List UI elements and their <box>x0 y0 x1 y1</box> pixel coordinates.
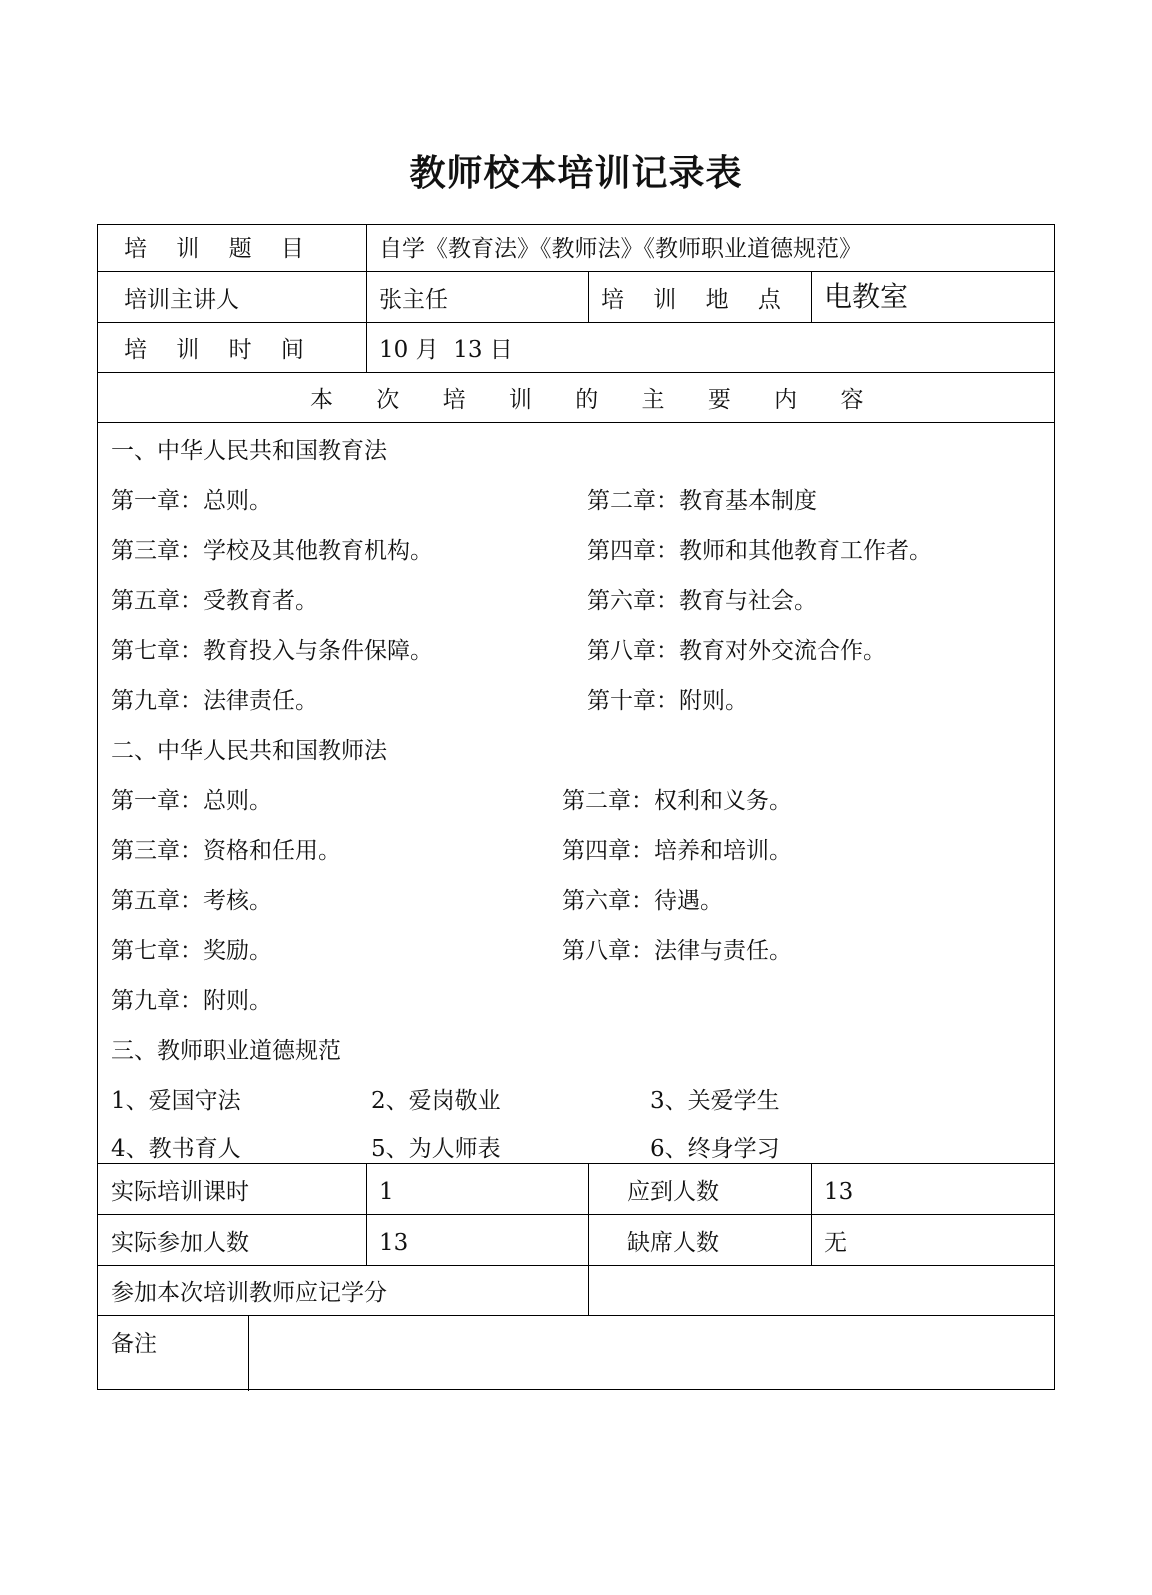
ethics-item: 6、终身学习 <box>650 1136 780 1162</box>
chapter-item: 第六章：教育与社会。 <box>587 588 817 614</box>
column-divider <box>588 1163 589 1315</box>
column-divider <box>366 1163 367 1265</box>
column-divider <box>811 1163 812 1265</box>
speaker-value: 张主任 <box>379 287 448 313</box>
chapter-item: 第七章：教育投入与条件保障。 <box>111 638 433 664</box>
chapter-item: 第七章：奖励。 <box>111 938 272 964</box>
location-label: 培 训 地 点 <box>601 287 792 313</box>
attended-value: 13 <box>379 1230 409 1256</box>
chapter-item: 第二章：权利和义务。 <box>562 788 792 814</box>
chapter-item: 第八章：教育对外交流合作。 <box>587 638 886 664</box>
page-title: 教师校本培训记录表 <box>409 152 743 194</box>
chapter-item: 第九章：法律责任。 <box>111 688 318 714</box>
chapter-item: 第二章：教育基本制度 <box>587 488 817 514</box>
remarks-label: 备注 <box>111 1331 157 1357</box>
ethics-item: 4、教书育人 <box>111 1136 241 1162</box>
credits-label: 参加本次培训教师应记学分 <box>111 1280 387 1306</box>
chapter-item: 第四章：教师和其他教育工作者。 <box>587 538 932 564</box>
row-divider <box>98 322 1054 323</box>
topic-label: 培 训 题 目 <box>124 236 315 262</box>
time-value: 10 月 13 日 <box>379 337 513 363</box>
section-title: 二、中华人民共和国教师法 <box>111 738 387 764</box>
expected-value: 13 <box>824 1179 854 1205</box>
column-divider <box>811 271 812 322</box>
ethics-item: 5、为人师表 <box>371 1136 501 1162</box>
hours-value: 1 <box>379 1179 394 1205</box>
ethics-item: 3、关爱学生 <box>650 1088 780 1114</box>
row-divider <box>98 422 1054 423</box>
chapter-item: 第三章：学校及其他教育机构。 <box>111 538 433 564</box>
chapter-item: 第十章：附则。 <box>587 688 748 714</box>
ethics-item: 1、爱国守法 <box>111 1088 241 1114</box>
row-divider <box>98 1265 1054 1266</box>
content-header: 本 次 培 训 的 主 要 内 容 <box>310 387 882 413</box>
row-divider <box>98 1315 1054 1316</box>
chapter-item: 第一章：总则。 <box>111 788 272 814</box>
topic-value: 自学《教育法》《教师法》《教师职业道德规范》 <box>379 236 862 262</box>
chapter-item: 第三章：资格和任用。 <box>111 838 341 864</box>
section-title: 三、教师职业道德规范 <box>111 1038 341 1064</box>
expected-label: 应到人数 <box>627 1179 719 1205</box>
chapter-item: 第五章：受教育者。 <box>111 588 318 614</box>
speaker-label: 培训主讲人 <box>124 287 239 313</box>
chapter-item: 第一章：总则。 <box>111 488 272 514</box>
column-divider <box>588 271 589 322</box>
chapter-item: 第五章：考核。 <box>111 888 272 914</box>
ethics-item: 2、爱岗敬业 <box>371 1088 501 1114</box>
chapter-item: 第九章：附则。 <box>111 988 272 1014</box>
chapter-item: 第四章：培养和培训。 <box>562 838 792 864</box>
chapter-item: 第六章：待遇。 <box>562 888 723 914</box>
hours-label: 实际培训课时 <box>111 1179 249 1205</box>
location-value: 电教室 <box>824 280 909 313</box>
absent-value: 无 <box>824 1230 847 1256</box>
absent-label: 缺席人数 <box>627 1230 719 1256</box>
time-label: 培 训 时 间 <box>124 337 315 363</box>
section-title: 一、中华人民共和国教育法 <box>111 438 387 464</box>
row-divider <box>98 372 1054 373</box>
row-divider <box>98 271 1054 272</box>
column-divider <box>248 1315 249 1391</box>
column-divider <box>366 225 367 372</box>
row-divider <box>98 1214 1054 1215</box>
row-divider <box>98 1163 1054 1164</box>
chapter-item: 第八章：法律与责任。 <box>562 938 792 964</box>
training-record-form <box>97 224 1055 1390</box>
attended-label: 实际参加人数 <box>111 1230 249 1256</box>
